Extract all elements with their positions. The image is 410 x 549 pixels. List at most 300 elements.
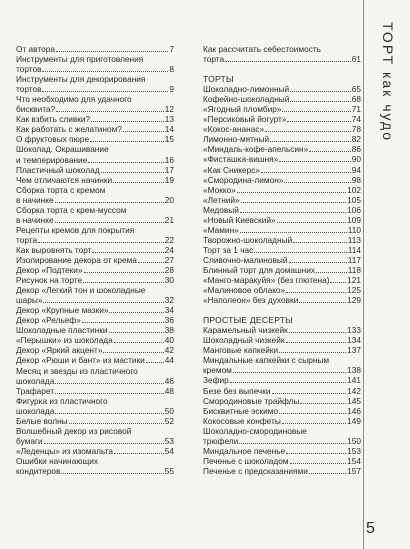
dot-leader xyxy=(101,172,164,173)
dot-leader xyxy=(290,463,347,464)
toc-entry-title: кондитеров xyxy=(16,465,61,476)
toc-entry-page: 157 xyxy=(347,465,361,476)
toc-entry-page: 118 xyxy=(347,264,361,275)
toc-entry-page: 113 xyxy=(347,234,361,245)
toc-entry-page: 42 xyxy=(164,345,174,356)
toc-entry-title: «Как Сникерс» xyxy=(203,164,260,175)
dot-leader xyxy=(289,262,347,263)
toc-entry-title: и темперирование xyxy=(16,154,88,165)
toc-entry xyxy=(203,285,361,295)
toc-entry-page: 133 xyxy=(347,325,361,336)
toc-entry-title: Декор «Рюши и бант» из мастики xyxy=(16,355,145,366)
toc-entry-page: 32 xyxy=(164,295,174,306)
dot-leader xyxy=(240,212,346,213)
dot-leader xyxy=(230,382,346,383)
toc-entry xyxy=(16,165,174,175)
toc-entry-page: 106 xyxy=(347,204,361,215)
toc-entry-line xyxy=(16,185,174,195)
dot-leader xyxy=(286,342,347,343)
toc-entry-line xyxy=(203,124,361,134)
toc-entry-page: 149 xyxy=(347,415,361,426)
toc-entry-line xyxy=(16,366,174,376)
toc-entry-page: 27 xyxy=(164,254,174,265)
toc-entry-line xyxy=(16,426,174,436)
toc-entry-line xyxy=(203,416,361,426)
toc-entry xyxy=(203,44,361,64)
toc-entry-title: «Летний» xyxy=(203,194,240,205)
toc-entry-line xyxy=(203,325,361,335)
toc-entry xyxy=(16,44,174,54)
dot-leader xyxy=(123,131,164,132)
toc-entry-page: 53 xyxy=(164,435,174,446)
dot-leader xyxy=(330,282,346,283)
toc-entry xyxy=(16,94,174,114)
dot-leader xyxy=(309,151,351,152)
dot-leader xyxy=(287,121,350,122)
toc-entry-page: 54 xyxy=(164,445,174,456)
toc-entry-line xyxy=(16,315,174,325)
toc-entry-page: 13 xyxy=(164,114,174,125)
toc-entry-title: Миндальное печенье xyxy=(203,445,286,456)
toc-entry-title: Медовый xyxy=(203,204,239,215)
toc-entry-page: 114 xyxy=(347,244,361,255)
toc-entry xyxy=(16,255,174,265)
toc-entry xyxy=(16,185,174,205)
toc-entry-line xyxy=(203,426,361,436)
toc-entry-line xyxy=(203,114,361,124)
dot-leader xyxy=(293,242,347,243)
toc-entry-title: «Наполеон» без духовки xyxy=(203,295,299,306)
toc-entry xyxy=(203,195,361,205)
toc-entry-page: 46 xyxy=(164,375,174,386)
toc-entry xyxy=(203,295,361,305)
toc-entry-line xyxy=(16,325,174,335)
dot-leader xyxy=(43,302,163,303)
toc-entry-page: 16 xyxy=(164,154,174,165)
dot-leader xyxy=(88,162,163,163)
dot-leader xyxy=(309,473,346,474)
toc-entry-line xyxy=(16,155,174,165)
toc-entry-title: «Миндаль-кофе-апельсин» xyxy=(203,144,309,155)
toc-entry-page: 61 xyxy=(351,54,361,65)
toc-entry-title: Что необходимо для удачного xyxy=(16,94,132,105)
toc-entry-title: «Мокко» xyxy=(203,184,236,195)
toc-entry xyxy=(203,325,361,335)
toc-entry xyxy=(203,134,361,144)
toc-entry xyxy=(16,315,174,325)
dot-leader xyxy=(90,141,164,142)
toc-entry-line xyxy=(16,144,174,154)
toc-entry-page: 129 xyxy=(347,295,361,306)
toc-entry xyxy=(16,355,174,365)
toc-entry-line xyxy=(203,396,361,406)
toc-entry-page: 52 xyxy=(164,415,174,426)
dot-leader xyxy=(82,322,164,323)
toc-entry-line xyxy=(203,175,361,185)
toc-entry xyxy=(16,325,174,335)
toc-entry-line xyxy=(16,355,174,365)
toc-entry xyxy=(203,185,361,195)
toc-entry-line xyxy=(16,44,174,54)
toc-entry-line xyxy=(203,225,361,235)
toc-entry-title: «Перышки» из шоколада xyxy=(16,335,113,346)
toc-entry-title: «Персиковый йогурт» xyxy=(203,114,287,125)
section-heading-tortes: ТОРТЫ xyxy=(203,74,234,85)
toc-entry xyxy=(16,416,174,426)
toc-entry xyxy=(203,144,361,154)
toc-entry xyxy=(203,175,361,185)
toc-entry-title: Чем отличаются начинки xyxy=(16,174,113,185)
toc-entry-page: 7 xyxy=(169,44,174,54)
toc-entry-page: 20 xyxy=(164,194,174,205)
toc-entry-page: 94 xyxy=(351,164,361,175)
toc-entry-title: Манговые капкейки xyxy=(203,345,279,356)
toc-entry-line xyxy=(203,185,361,195)
toc-entry-title: тортов xyxy=(16,84,42,95)
toc-entry-line xyxy=(16,94,174,104)
toc-entry xyxy=(16,335,174,345)
toc-entry-line xyxy=(16,64,174,74)
toc-entry-line xyxy=(203,235,361,245)
toc-entry xyxy=(203,456,361,466)
toc-entry-page: 110 xyxy=(347,224,361,235)
toc-entry-line xyxy=(203,355,361,365)
toc-entry-title: Печенье с шоколадом xyxy=(203,455,289,466)
toc-entry-title: торта xyxy=(16,234,38,245)
toc-entry xyxy=(16,426,174,446)
toc-entry-line xyxy=(203,466,361,476)
toc-entry-title: Шоколадные пластинки xyxy=(16,325,108,336)
dot-leader xyxy=(55,202,164,203)
toc-entry-line xyxy=(16,436,174,446)
toc-entry-title: Бисквитные эскимо xyxy=(203,405,279,416)
toc-entry xyxy=(203,165,361,175)
toc-entry-line xyxy=(16,376,174,386)
dot-leader xyxy=(300,403,346,404)
toc-entry-page: 105 xyxy=(347,194,361,205)
toc-entry-line xyxy=(16,345,174,355)
toc-entry-line xyxy=(16,114,174,124)
toc-entry xyxy=(16,285,174,305)
dot-leader xyxy=(241,202,346,203)
toc-entry xyxy=(16,366,174,386)
toc-entry xyxy=(203,345,361,355)
toc-entry-title: Пластичный шоколад xyxy=(16,164,100,175)
toc-entry-title: О фруктовых пюре xyxy=(16,134,90,145)
toc-entry-line xyxy=(16,74,174,84)
dot-leader xyxy=(55,222,164,223)
toc-entry-line xyxy=(16,456,174,466)
toc-entry-page: 125 xyxy=(347,285,361,296)
dot-leader xyxy=(282,423,346,424)
toc-entry xyxy=(16,74,174,94)
toc-entry xyxy=(203,114,361,124)
toc-entry-line xyxy=(203,84,361,94)
toc-entry-page: 14 xyxy=(164,124,174,135)
toc-entry-title: Как выровнять торт xyxy=(16,244,92,255)
toc-entry-page: 65 xyxy=(351,84,361,95)
toc-entry-title: Волшебный декор из рисовой xyxy=(16,425,132,436)
toc-entry-line xyxy=(16,104,174,114)
dot-leader xyxy=(109,312,163,313)
toc-entry-title: торта xyxy=(203,54,225,65)
toc-entry-title: Как взбить сливки? xyxy=(16,114,91,125)
toc-entry-line xyxy=(16,275,174,285)
vertical-divider xyxy=(363,0,364,549)
toc-entry-title: От автора xyxy=(16,44,55,54)
toc-entry-line xyxy=(203,154,361,164)
toc-entry-line xyxy=(203,365,361,375)
toc-entry-title: Декор «Рельеф» xyxy=(16,315,81,326)
dot-leader xyxy=(44,443,164,444)
toc-entry-line xyxy=(203,165,361,175)
dot-leader xyxy=(84,272,164,273)
dot-leader xyxy=(261,172,351,173)
toc-entry-title: Миндальные капкейки с сырным xyxy=(203,355,330,366)
toc-entry xyxy=(203,446,361,456)
toc-entry-title: «Леденцы» из изомальта xyxy=(16,445,114,456)
toc-entry-page: 146 xyxy=(347,405,361,416)
side-title-text: ТОРТ как чудо xyxy=(380,22,396,142)
toc-entry-page: 8 xyxy=(169,64,174,75)
toc-entry-line xyxy=(203,144,361,154)
toc-entry-title: Сливочно-малиновый xyxy=(203,254,288,265)
dot-leader xyxy=(286,292,346,293)
toc-entry-title: Как рассчитать себестоимость xyxy=(203,44,321,54)
toc-entry xyxy=(16,134,174,144)
toc-entry xyxy=(16,54,174,74)
toc-section-tortes xyxy=(203,84,361,305)
toc-entry xyxy=(16,456,174,476)
toc-entry-page: 22 xyxy=(164,234,174,245)
toc-entry xyxy=(203,104,361,114)
toc-entry-line xyxy=(16,165,174,175)
toc-entry-title: Шоколадно-смородиновые xyxy=(203,425,307,436)
toc-entry-title: Зефир xyxy=(203,375,229,386)
toc-entry-title: бисквита? xyxy=(16,104,56,115)
toc-entry xyxy=(203,275,361,285)
toc-entry-line xyxy=(203,456,361,466)
toc-entry-title: Инструменты для приготовления xyxy=(16,54,144,65)
dot-leader xyxy=(289,332,346,333)
dot-leader xyxy=(270,141,351,142)
toc-entry-page: 28 xyxy=(164,265,174,276)
toc-entry-title: Инструменты для декорирования xyxy=(16,74,146,85)
toc-entry-page: 150 xyxy=(347,435,361,446)
toc-entry xyxy=(203,416,361,426)
toc-entry-line xyxy=(203,375,361,385)
dot-leader xyxy=(92,252,163,253)
toc-entry-line xyxy=(16,225,174,235)
toc-entry-line xyxy=(16,335,174,345)
toc-entry-page: 154 xyxy=(347,455,361,466)
toc-entry-line xyxy=(16,295,174,305)
dot-leader xyxy=(237,192,346,193)
toc-entry-page: 82 xyxy=(351,134,361,145)
dot-leader xyxy=(55,383,163,384)
toc-entry xyxy=(16,144,174,164)
toc-entry-title: Лимонно-мятный xyxy=(203,134,270,145)
toc-entry xyxy=(16,225,174,245)
toc-entry-line xyxy=(203,285,361,295)
toc-entry-line xyxy=(203,255,361,265)
toc-entry-title: Шоколадно-лимонный xyxy=(203,84,290,95)
toc-entry xyxy=(203,396,361,406)
toc-entry xyxy=(203,426,361,446)
dot-leader xyxy=(279,352,346,353)
toc-entry-line xyxy=(16,255,174,265)
toc-entry-title: «Смородина-лимон» xyxy=(203,174,284,185)
toc-entry-page: 78 xyxy=(351,124,361,135)
toc-entry-title: «Новый Киевский» xyxy=(203,214,276,225)
toc-entry-line xyxy=(16,175,174,185)
toc-entry-line xyxy=(16,285,174,295)
toc-entry xyxy=(16,446,174,456)
toc-entry-title: Как работать с желатином? xyxy=(16,124,122,135)
toc-section-desserts xyxy=(203,325,361,476)
toc-entry-line xyxy=(16,124,174,134)
toc-entry xyxy=(203,94,361,104)
toc-entry-title: Сборка торта с кремом xyxy=(16,184,106,195)
toc-entry-line xyxy=(16,305,174,315)
toc-entry-title: Декор «Крупные мазки» xyxy=(16,305,109,316)
dot-leader xyxy=(83,282,164,283)
toc-entry-page: 36 xyxy=(164,315,174,326)
dot-leader xyxy=(240,232,347,233)
toc-entry-title: кремом xyxy=(203,365,232,376)
toc-entry-line xyxy=(16,134,174,144)
toc-entry-line xyxy=(16,205,174,215)
toc-entry-line xyxy=(203,104,361,114)
toc-entry-page: 44 xyxy=(164,355,174,366)
section-heading-desserts: ПРОСТЫЕ ДЕСЕРТЫ xyxy=(203,315,293,326)
toc-entry xyxy=(16,124,174,134)
toc-entry-title: Рисунок на торте xyxy=(16,275,83,286)
dot-leader xyxy=(42,91,168,92)
toc-entry-page: 30 xyxy=(164,275,174,286)
toc-entry-page: 137 xyxy=(347,345,361,356)
toc-entry-line xyxy=(16,466,174,476)
toc-entry-line xyxy=(203,436,361,446)
toc-entry-line xyxy=(16,386,174,396)
toc-entry xyxy=(203,235,361,245)
toc-entry-line xyxy=(203,205,361,215)
toc-entry-title: «Кокос-ананас» xyxy=(203,124,265,135)
toc-entry-page: 138 xyxy=(347,365,361,376)
toc-entry-line xyxy=(16,54,174,64)
toc-entry-line xyxy=(16,446,174,456)
toc-entry-page: 15 xyxy=(164,134,174,145)
toc-entry-title: «Ягодный пломбир» xyxy=(203,104,282,115)
toc-entry-page: 68 xyxy=(351,94,361,105)
toc-entry-line xyxy=(203,406,361,416)
toc-entry-line xyxy=(16,84,174,94)
dot-leader xyxy=(272,393,347,394)
toc-entry-page: 90 xyxy=(351,154,361,165)
toc-entry-title: Творожно-шоколадный xyxy=(203,234,293,245)
toc-entry-page: 145 xyxy=(347,395,361,406)
dot-leader xyxy=(290,91,351,92)
toc-entry xyxy=(203,205,361,215)
dot-leader xyxy=(69,423,164,424)
toc-entry-line xyxy=(203,275,361,285)
toc-entry-line xyxy=(16,406,174,416)
toc-entry-page: 102 xyxy=(347,184,361,195)
toc-entry-line xyxy=(16,396,174,406)
toc-entry-title: тортов xyxy=(16,64,42,75)
toc-entry xyxy=(203,386,361,396)
toc-entry-page: 34 xyxy=(164,305,174,316)
dot-leader xyxy=(233,372,346,373)
toc-entry xyxy=(203,335,361,345)
dot-leader xyxy=(38,242,164,243)
toc-entry-page: 153 xyxy=(347,445,361,456)
toc-entry-title: Рецепты кремов для покрытия xyxy=(16,224,135,235)
toc-entry xyxy=(16,345,174,355)
dot-leader xyxy=(290,101,350,102)
toc-entry xyxy=(16,114,174,124)
toc-entry xyxy=(16,386,174,396)
toc-entry-title: в начинке xyxy=(16,214,54,225)
dot-leader xyxy=(254,252,346,253)
dot-leader xyxy=(316,272,347,273)
toc-entry-line xyxy=(203,386,361,396)
toc-entry-title: Блинный торт для домашних xyxy=(203,264,316,275)
toc-entry-title: Декор «Подтеки» xyxy=(16,265,83,276)
toc-entry-title: шары» xyxy=(16,295,43,306)
toc-entry-title: Декор «Легкий тон и шоколадные xyxy=(16,285,146,296)
toc-entry-line xyxy=(203,134,361,144)
toc-entry-title: Смородиновые трайфлы xyxy=(203,395,300,406)
toc-entry xyxy=(203,215,361,225)
toc-entry xyxy=(16,175,174,185)
toc-entry-line xyxy=(203,265,361,275)
toc-entry-line xyxy=(16,245,174,255)
dot-leader xyxy=(55,393,164,394)
toc-entry xyxy=(16,275,174,285)
toc-entry-title: шоколада xyxy=(16,375,55,386)
toc-entry-page: 74 xyxy=(351,114,361,125)
dot-leader xyxy=(56,51,168,52)
toc-entry-line xyxy=(203,335,361,345)
toc-entry-line xyxy=(203,54,361,64)
toc-entry xyxy=(16,265,174,275)
toc-entry-line xyxy=(16,215,174,225)
toc-entry xyxy=(203,355,361,375)
toc-entry-title: «Манго-маракуйя» (без глютена) xyxy=(203,275,330,286)
toc-entry-line xyxy=(203,195,361,205)
dot-leader xyxy=(61,473,163,474)
toc-entry-page: 19 xyxy=(164,174,174,185)
toc-entry-line xyxy=(203,215,361,225)
toc-entry xyxy=(203,225,361,235)
dot-leader xyxy=(114,342,164,343)
dot-leader xyxy=(239,443,346,444)
toc-entry-line xyxy=(203,94,361,104)
page-number: 5 xyxy=(366,520,375,537)
toc-entry-title: Печенье с предсказаниями xyxy=(203,465,308,476)
toc-entry-line xyxy=(203,44,361,54)
toc-entry-page: 86 xyxy=(351,144,361,155)
toc-entry-page: 17 xyxy=(164,164,174,175)
toc-entry-title: Изолирование декора от крема xyxy=(16,254,137,265)
dot-leader xyxy=(286,453,346,454)
toc-entry-page: 38 xyxy=(164,325,174,336)
side-title xyxy=(365,22,405,182)
toc-entry-title: трюфели xyxy=(203,435,239,446)
toc-entry-title: Фигурка из пластичного xyxy=(16,395,108,406)
toc-entry xyxy=(203,84,361,94)
